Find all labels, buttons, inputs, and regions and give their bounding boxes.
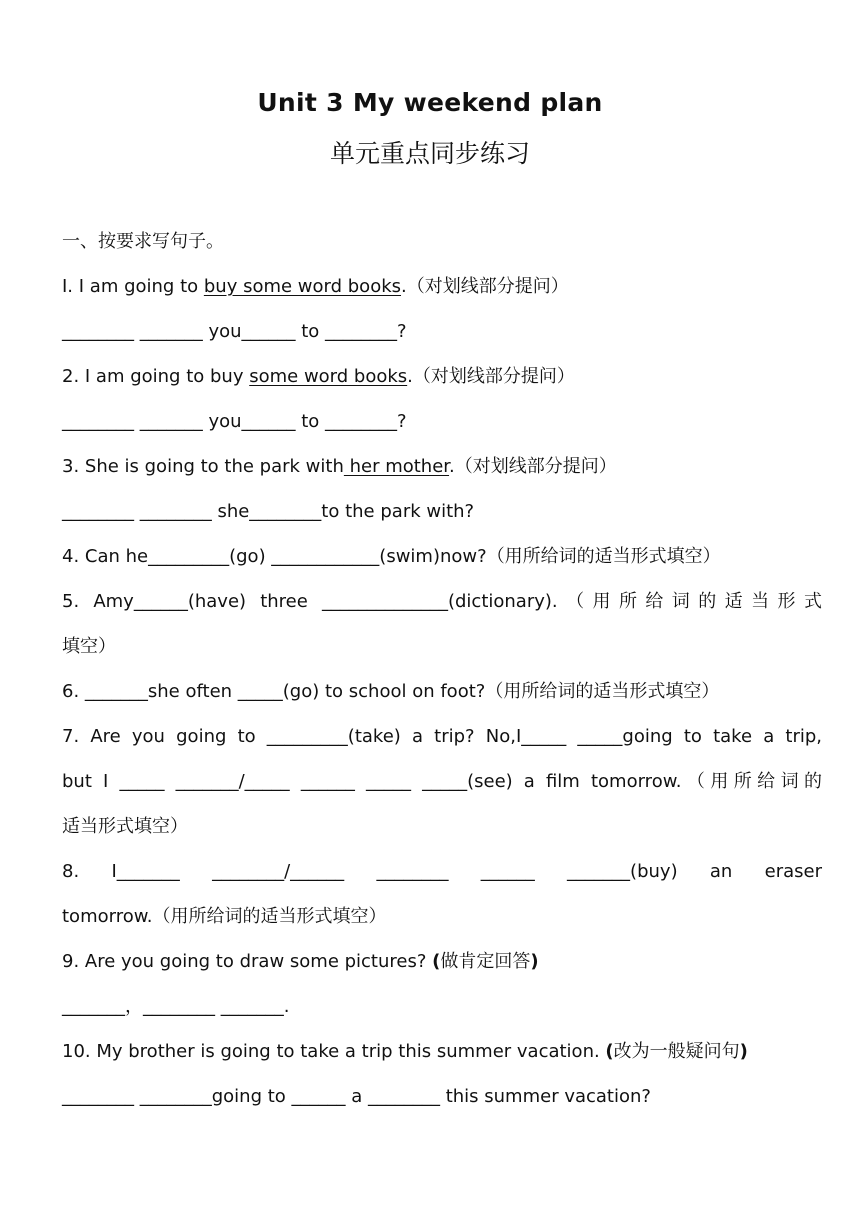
question-1 [62,275,822,299]
question-7-line-3: 适当形式填空） [62,816,188,837]
question-9 [62,950,822,974]
page-subtitle: 单元重点同步练习 [329,139,530,168]
q10-instruction: 改为一般疑问句 [613,1041,740,1062]
q2-answer-line: ________ _______ you______ to ________? [62,411,407,432]
q9-text: 9. Are you going to draw some pictures? [62,951,433,972]
question-6: 6. _______she often _____(go) to school on foot?（用所给词的适当形式填空） [62,681,720,702]
q9-answer-line: _______，________ _______. [62,996,290,1017]
question-5-line-1: 5. Amy______(have) three ______________(dictionary).（用所给词的适当形式 [62,591,822,612]
q3-text: 3. She is going to the park with [62,456,344,477]
question-7-line-2: but I _____ _______/_____ ______ _____ _____(see) a film tomorrow.（用所给词的 [62,771,822,792]
q3-answer-line: ________ ________ she________to the park with? [62,501,475,522]
q10-paren-open: ( [605,1041,614,1062]
question-10 [62,1040,822,1064]
question-2 [62,365,822,389]
q1-underlined: buy some word books [203,276,402,297]
q9-paren-open: ( [432,951,441,972]
page-title: Unit 3 My weekend plan [257,88,603,117]
q3-instruction: .（对划线部分提问） [449,456,617,477]
q3-underlined: her mother [343,456,450,477]
question-8-line-1: 8. I_______ ________/______ ________ ______ _______(buy) an eraser [62,861,822,882]
q1-instruction: .（对划线部分提问） [401,276,569,297]
q10-answer-line: ________ ________going to ______ a ________ this summer vacation? [62,1086,651,1107]
question-5-line-2: 填空） [62,636,116,657]
q2-underlined: some word books [249,366,408,387]
q1-text: I. I am going to [62,276,204,297]
section-heading: 一、按要求写句子。 [62,231,224,252]
q10-paren-close: ) [739,1041,748,1062]
q9-instruction: 做肯定回答 [440,951,531,972]
question-4: 4. Can he_________(go) ____________(swim)now?（用所给词的适当形式填空） [62,546,721,567]
question-3 [62,455,822,479]
q2-instruction: .（对划线部分提问） [407,366,575,387]
q9-paren-close: ) [530,951,539,972]
question-8-line-2: tomorrow.（用所给词的适当形式填空） [62,906,387,927]
q1-answer-line: ________ _______ you______ to ________? [62,321,407,342]
q2-text: 2. I am going to buy [62,366,250,387]
question-7-line-1: 7. Are you going to _________(take) a trip? No,I_____ _____going to take a trip, [62,726,822,747]
q10-text: 10. My brother is going to take a trip this summer vacation. [62,1041,606,1062]
